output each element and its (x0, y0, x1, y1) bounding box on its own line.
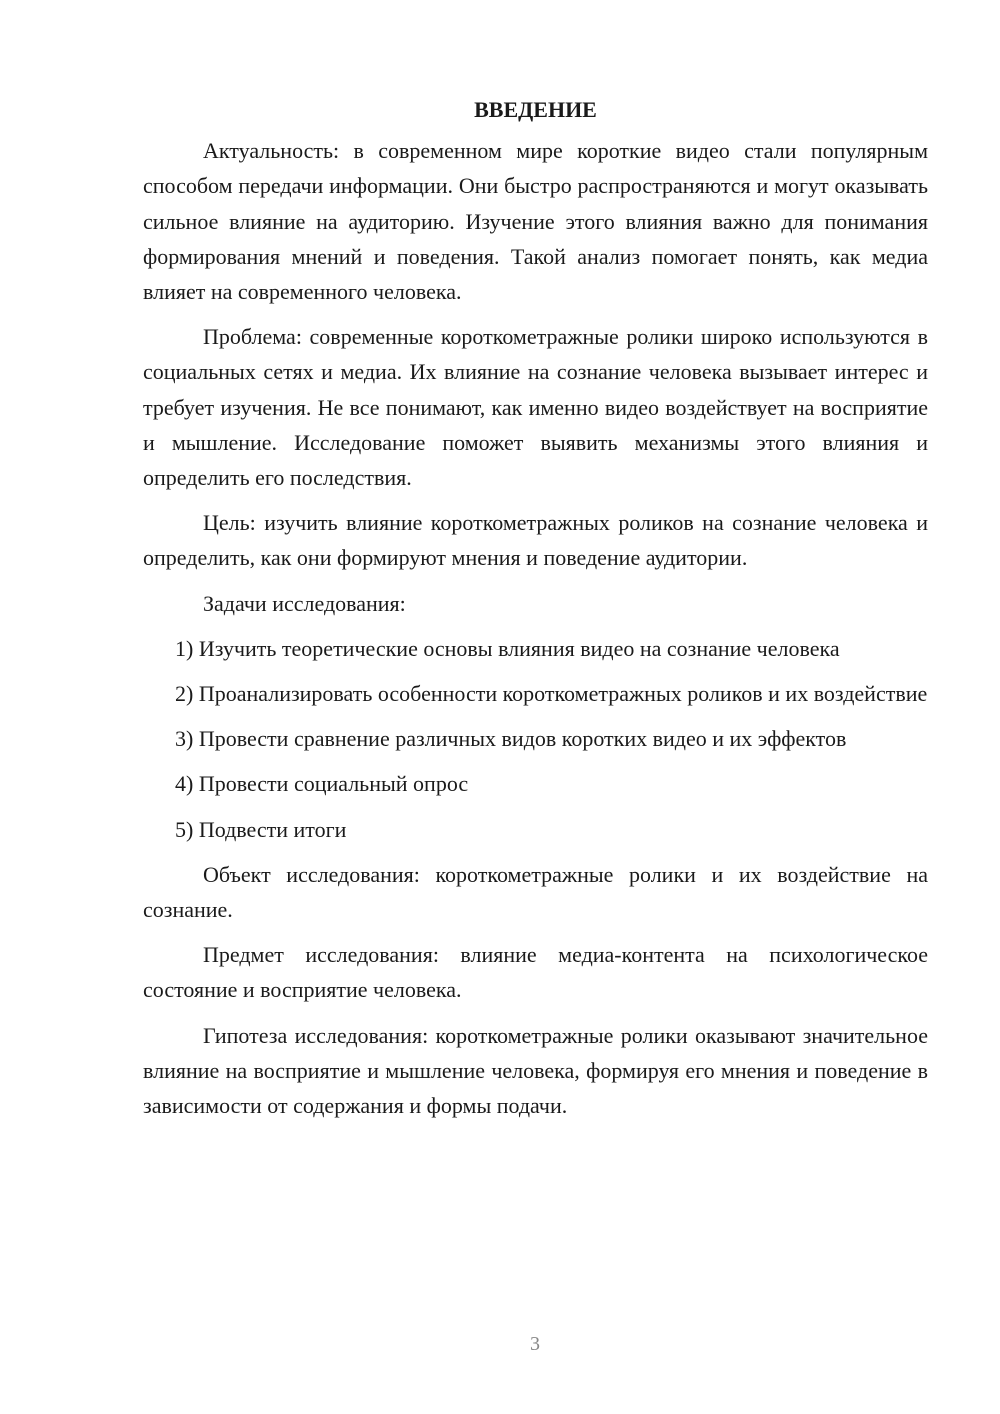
tasks-heading: Задачи исследования: (203, 590, 406, 616)
paragraph-goal: Цель: изучить влияние короткометражных роликов на сознание человека и определить, как они формируют мнения и поведение аудитории. (143, 510, 928, 571)
page-number: 3 (530, 1333, 540, 1355)
paragraph-relevance: Актуальность: в современном мире короткие видео стали популярным способом передачи информации. Они быстро распространяются и могут оказывать сильное влияние на аудиторию. Изучение этого влияния важно для понимания формирования мнений и поведения. Такой анализ помогает понять, как медиа влияет на современного человека. (143, 138, 928, 305)
paragraph-hypothesis: Гипотеза исследования: короткометражные ролики оказывают значительное влияние на восприятие и мышление человека, формируя его мнения и поведение в зависимости от содержания и формы подачи. (143, 1022, 928, 1119)
tasks-list (143, 631, 928, 847)
task-item: 1) Изучить теоретические основы влияния видео на сознание человека (175, 635, 840, 661)
paragraph-subject: Предмет исследования: влияние медиа-контента на психологическое состояние и восприятие человека. (143, 942, 928, 1003)
task-item: 3) Провести сравнение различных видов коротких видео и их эффектов (175, 726, 847, 752)
task-item: 5) Подвести итоги (175, 816, 347, 842)
document-page (143, 92, 928, 1133)
task-item: 4) Провести социальный опрос (175, 771, 469, 797)
task-item: 2) Проанализировать особенности короткометражных роликов и их воздействие (175, 681, 928, 707)
document-title: ВВЕДЕНИЕ (474, 97, 597, 122)
paragraph-problem: Проблема: современные короткометражные ролики широко используются в социальных сетях и медиа. Их влияние на сознание человека вызывает интерес и требует изучения. Не все понимают, как именно видео воздействует на восприятие и мышление. Исследование поможет выявить механизмы этого влияния и определить его последствия. (143, 324, 928, 491)
paragraph-object: Объект исследования: короткометражные ролики и их воздействие на сознание. (143, 861, 928, 923)
